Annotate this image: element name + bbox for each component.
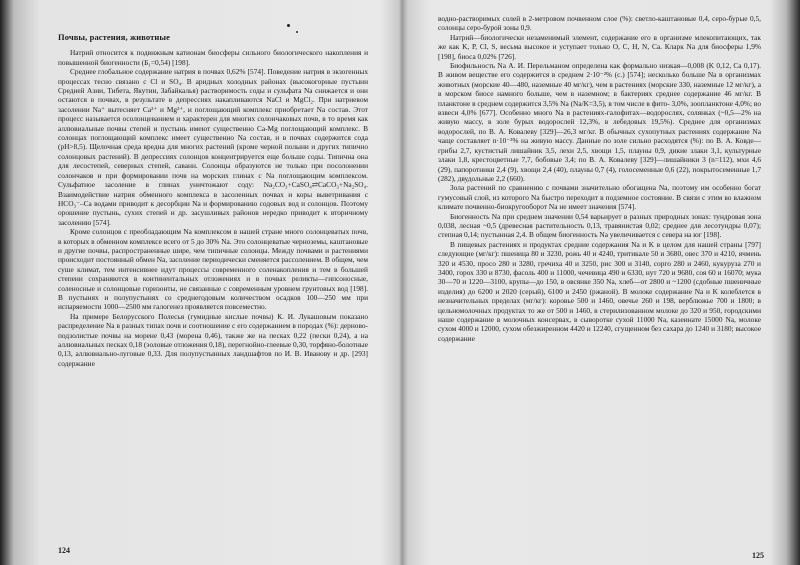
paragraph: Биофильность Na А. И. Перельманом определена как формально низкая—0,008 (K 0,12, Ca 0,17). В живом веществе его содержится в среднем 2·10⁻²% (с.) [574]; несколько больше Na в организмах животных (морские 40—480, наземные 40 мг/кг), чем в растениях (морские 330, наземные 12 мг/кг), а в морском биосе намного больше, чем в наземном; в бактериях среднее содержание 46 мг/кг. В планктоне в среднем содержится 3,5% Na (Na/K=3,5), в том числе в фито- 3,0%, зоопланктоне 4,0%; во взвеси 4,0% [677]. Особенно много Na в растениях-галофитах—водорослях, солянках (~0,5—2% на живую массу, в золе бурых водорослей 12,3%, в лебедовых 19,5%). Среднее для организмах водорослей, по В. А. Ковалеву [329]—26,3 мг/кг. В обычных сухопутных растениях содержание Na чаще составляет n·10⁻²% на живую массу. Данные по золе сильно расходятся (%): по В. А. Ковде—грибы 2,7, кустистый лишайник 3,5, лехи 2,5, хвощи 1,5, плауны 0,9, дикие злаки 3,1, культурные злаки 1,8, крестоцветные 7,7, бобовые 3,4; по В. А. Ковалеву [329]—лишайники 3 (n=112), мхи 4,6 (29), папоротники 2,4 (9), хвощи 2,4 (40), плауны 0,7 (4), голосеменные 0,6 (22), покрытосеменные 1,7 (282), двудольные 2,2 (660). [438,61,761,183]
scan-speck [287,24,290,27]
paragraph: На примере Белорусского Полесья (гумидные кислые почвы) К. И. Лукашовым показано распределение Na в разных типах почв и соотношение с его содержанием в породах (%): дерново-подзолистые почвы на морене 0,43 (морена 0,46), также же на песках 0,22 (пески 0,24), а на аллювиальных песках 0,18 (эоловые отложения 0,18), перегнойно-глеевые 0,30, торфяно-болотные 0,13, аллювиально-луговые 0,33. Для полупустынных ландшафтов по И. В. Иванову и др. [293] содержание [58,311,368,368]
paragraph: Зола растений по сравнению с почвами значительно обогащена Na, поэтому им особенно богат гумусовый слой, из которого Na быстро переходит в подземное состояние. В связи с этим во влажном климате почвенно-биокругооборот Na не имеет значения [574]. [438,183,761,212]
paragraph: водно-растворимых солей в 2-метровом почвенном слое (%): светло-каштановые 0,4, серо-бурые 0,5, солонцы серо-бурой зоны 0,9. [438,14,761,33]
paragraph: Среднее глобальное содержание натрия в почвах 0,62% [574]. Поведение натрия в экзогенных процессах тесно связано с Cl и SO₄. В аридных холодных районах (высокогорные пустыни Средней Азии, Тибета, Якутии, Забайкалья) растворимость соды и сульфата Na снижается и они остаются в почвах, в результате в депрессиях накапливаются NaCl и MgCl₂. При натриевом засолении Na⁺ вытесняет Ca²⁺ и Mg²⁺, и поглощающий комплекс приобретает Na состав. Этот процесс называется осолонцеванием и характерен для многих солончаковых почв, в то время как аллювиальные почвы степей и пустынь имеют существенно Ca-Mg поглощающий комплекс. В солонцах поглощающий комплекс имеет существенно Na состав, и в почвах содержится сода (pH>8,5). Щелочная среда вредна для многих растений (кроме черной полыни и других типично солонцовых растений). В депрессиях солонцов концентрируется еще больше соды. Типична она для лесостепей, северных степей, саванн. Солонцы образуются не только при посолонении солончаков и при формировании почв на морских глинах с Na поглощающим комплексом. Сульфатное засоление в глинах уничтожают соду: Na₂CO₃+CaSO₄⇄CaCO₃+Na₂SO₄. Взаимодействие натрия обменного комплекса в засоленных почвах и коры выветривания с HCO₃⁻–Ca водами приводит к десорбции Na и формированию содовых вод и солонцов. Поэтому орошение пустынь, сухих степей и др. засушливых районов нередко приводит к вторичному засолению [574]. [58,67,368,227]
paragraph: Биогенность Na при среднем значении 0,54 варьирует в разных природных зонах: тундровая зона 0,038, лесная ~0,5 (древесная растительность 0,13, травянистая 0,02; среднее для лесотундры 0,07); степная 0,14; пустынная 2,4. В общем биогенность Na увеличивается с севера на юг [198]. [438,211,761,240]
scan-speck [296,31,298,33]
right-page [400,0,800,565]
page-number-left: 124 [58,546,70,555]
right-page-text [438,14,761,343]
paragraph: Натрий относится к подвижным катионам биосферы сильного биологического накопления и повышенной биогенности (Б₁=0,54) [198]. [58,48,368,67]
paragraph: В пищевых растениях и продуктах средние содержания Na и K в целом для нашей страны [797] следующие (мг/кг): пшеница 80 и 3230, рожь 40 и 4240, тритикале 50 и 3680, овес 370 и 4210, ячмень 320 и 4530, просо 280 и 3280, гречиха 40 и 3250, рис 300 и 3140, сорго 280 и 2460, кукуруза 270 и 3400, горох 330 и 8730, фасоль 400 и 11000, чечевица 490 и 6330, нут 720 и 9680, соя 60 и 16070; мука 30—70 и 1220—3100, крупы—до 150, в овсянке 350 Na, хлеб—от 2800 и ~1200 (сдобные пшеничные изделия) до 6200 и 2020 (серый), 6100 и 2450 (ржаной). В молоке содержание Na и K колеблется в незначительных пределах (мг/кг): коровье 500 и 1460, овечье 260 и 198, верблюжье 700 и 1800; в цельномолочных продуктах то же от 500 и 1460, в стерилизованном молоке до 320 и 950, городскими наше содержание в молочных консервах, в сыворотке сухой 11000 Na, казеинате 15000 Na, молоке сухом 4000 и 12000, сухом обезжиренном 4420 и 12240, сгущенном без сахара до 1240 и 3180; высокое содержание [438,239,761,343]
left-page-text [58,33,368,368]
section-heading: Почвы, растения, животные [58,32,170,42]
paragraph: Кроме солонцов с преобладающим Na комплексом в нашей стране много солонцеватых почв, в которых в обменном комплексе всего от 5 до 30% Na. Это солонцеватые черноземы, каштановые и другие почвы, распространенные шире, чем типичные солонцы. Между почвами и растениями происходит постоянный обмен Na, засоление периодически сменяется рассолением. В общем, чем суше климат, тем интенсивнее идут процессы современного соленакопления и тем в большей степени сохраняются в континентальных отложениях и в почвах реликты—гипсоносные, соленосные и солонцовые горизонты, не связанные с современным уровнем грунтовых вод [198]. В пустынях и полупустынях со среднегодовым количеством осадков 100—250 мм при испаряемости 1000—2500 мм галогенез проявляется повсеместно. [58,227,368,312]
paragraph: Натрий—биологически незаменимый элемент, содержание его в организме млекопитающих, так же как K, P, Cl, S, весьма высокое и уступает только O, C, H, N, Ca. Кларк Na для биосферы 1,9% [198], биоса 0,02% [726]. [438,32,761,61]
page-number-right: 125 [752,551,764,560]
